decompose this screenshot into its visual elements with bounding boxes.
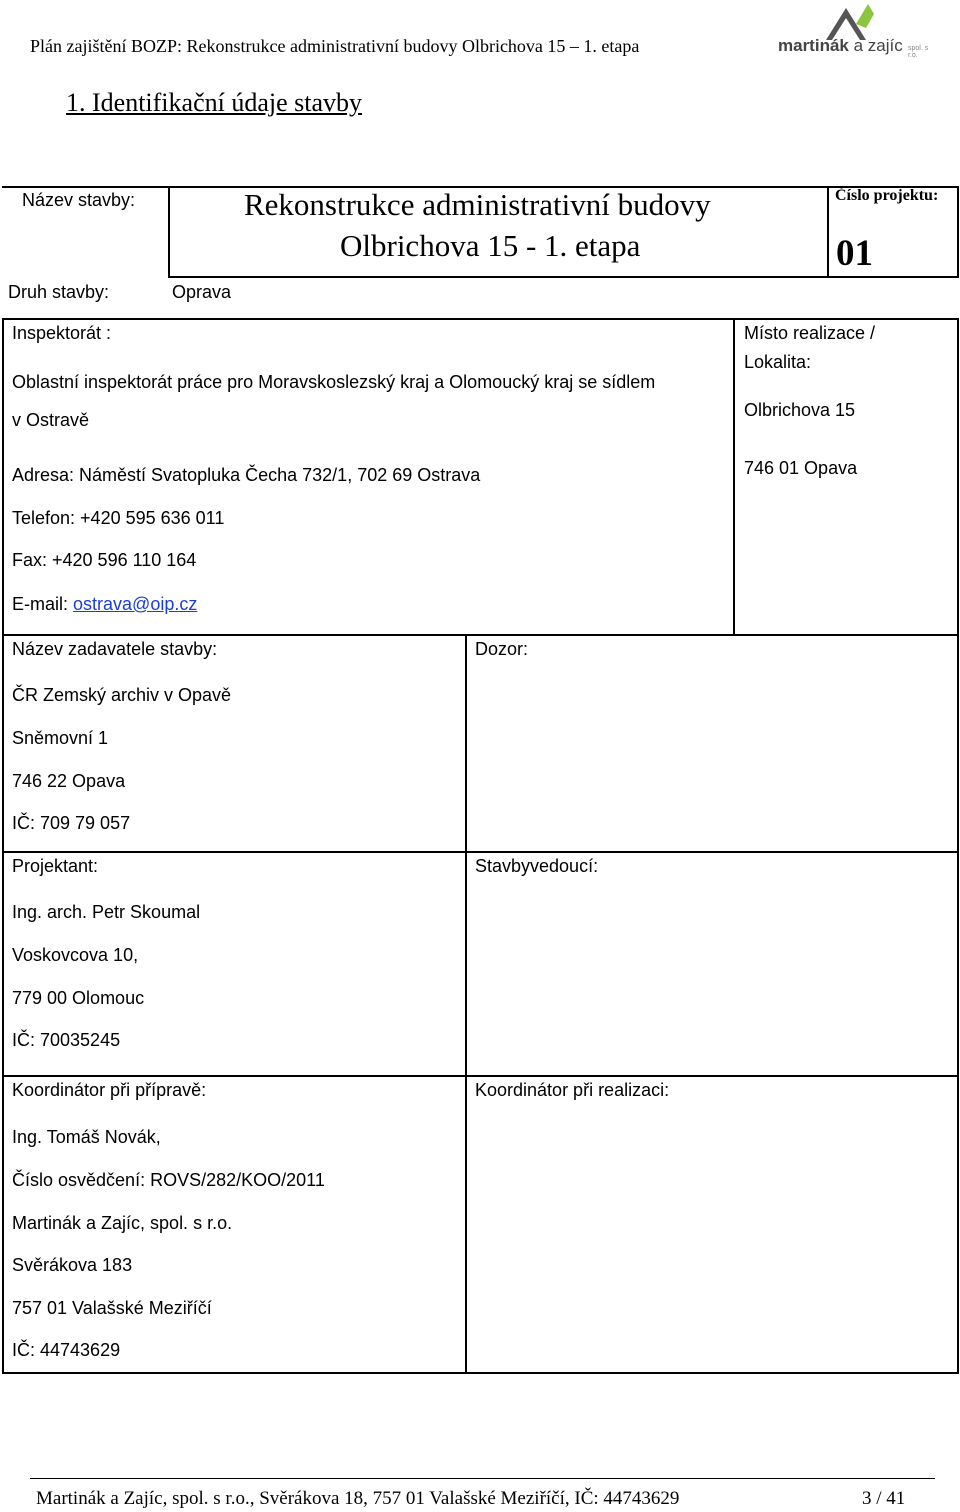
- page-header: Plán zajištění BOZP: Rekonstrukce administrativní budovy Olbrichova 15 – 1. etapa: [30, 36, 640, 56]
- divider: [2, 851, 959, 853]
- inspectorate-line1: Oblastní inspektorát práce pro Moravskoslezský kraj a Olomoucký kraj se sídlem: [12, 372, 656, 392]
- project-name-line2: Olbrichova 15 - 1. etapa: [340, 228, 641, 263]
- designer-line: Ing. arch. Petr Skoumal: [12, 902, 201, 922]
- designer-line: 779 00 Olomouc: [12, 988, 145, 1008]
- location-city: 746 01 Opava: [744, 458, 858, 478]
- divider: [465, 634, 467, 1374]
- location-street: Olbrichova 15: [744, 400, 856, 420]
- project-type: Oprava: [172, 282, 232, 302]
- supervision-label: Dozor:: [475, 639, 529, 659]
- project-name-label: Název stavby:: [22, 190, 136, 210]
- section-title: 1. Identifikační údaje stavby: [66, 88, 363, 117]
- logo-small-text: spol. s r.o.: [908, 45, 929, 59]
- inspectorate-email-row: [12, 594, 197, 615]
- coord-prep-line: IČ: 44743629: [12, 1340, 121, 1360]
- project-number: 01: [836, 233, 873, 274]
- divider: [733, 318, 735, 635]
- divider: [2, 1075, 959, 1077]
- email-link[interactable]: ostrava@oip.cz: [73, 594, 198, 614]
- inspectorate-fax: Fax: +420 596 110 164: [12, 550, 197, 570]
- coord-prep-line: Číslo osvědčení: ROVS/282/KOO/2011: [12, 1170, 325, 1190]
- site-manager-label: Stavbyvedoucí:: [475, 856, 599, 876]
- project-name-line1: Rekonstrukce administrativní budovy: [244, 187, 711, 222]
- inspectorate-label: Inspektorát :: [12, 323, 112, 343]
- inspectorate-line2: v Ostravě: [12, 410, 90, 430]
- company-logo: [778, 2, 938, 62]
- client-line: Sněmovní 1: [12, 728, 109, 748]
- inspectorate-address: Adresa: Náměstí Svatopluka Čecha 732/1, 702 69 Ostrava: [12, 465, 481, 485]
- client-line: ČR Zemský archiv v Opavě: [12, 685, 232, 705]
- footer-text: Martinák a Zajíc, spol. s r.o., Svěrákova 18, 757 01 Valašské Meziříčí, IČ: 44743629: [36, 1488, 680, 1509]
- coord-real-label: Koordinátor při realizaci:: [475, 1080, 670, 1100]
- client-line: 746 22 Opava: [12, 771, 126, 791]
- project-type-label: Druh stavby:: [8, 282, 110, 302]
- client-label: Název zadavatele stavby:: [12, 639, 218, 659]
- designer-label: Projektant:: [12, 856, 99, 876]
- page-number: 3 / 41: [862, 1488, 906, 1509]
- divider: [2, 634, 959, 636]
- location-label-2: Lokalita:: [744, 352, 812, 372]
- client-line: IČ: 709 79 057: [12, 813, 131, 833]
- divider: [827, 186, 829, 278]
- designer-line: Voskovcova 10,: [12, 945, 139, 965]
- coord-prep-line: Svěrákova 183: [12, 1255, 133, 1275]
- coord-prep-label: Koordinátor při přípravě:: [12, 1080, 207, 1100]
- footer-rule: [30, 1478, 935, 1479]
- logo-text: martinák a zajíc: [778, 36, 903, 55]
- divider: [2, 186, 168, 188]
- designer-line: IČ: 70035245: [12, 1030, 121, 1050]
- project-number-label: Číslo projektu:: [835, 187, 939, 204]
- location-label-1: Místo realizace /: [744, 323, 876, 343]
- inspectorate-phone: Telefon: +420 595 636 011: [12, 508, 225, 528]
- coord-prep-line: 757 01 Valašské Meziříčí: [12, 1298, 212, 1318]
- coord-prep-line: Martinák a Zajíc, spol. s r.o.: [12, 1213, 233, 1233]
- email-label: E-mail:: [12, 594, 74, 614]
- coord-prep-line: Ing. Tomáš Novák,: [12, 1127, 161, 1147]
